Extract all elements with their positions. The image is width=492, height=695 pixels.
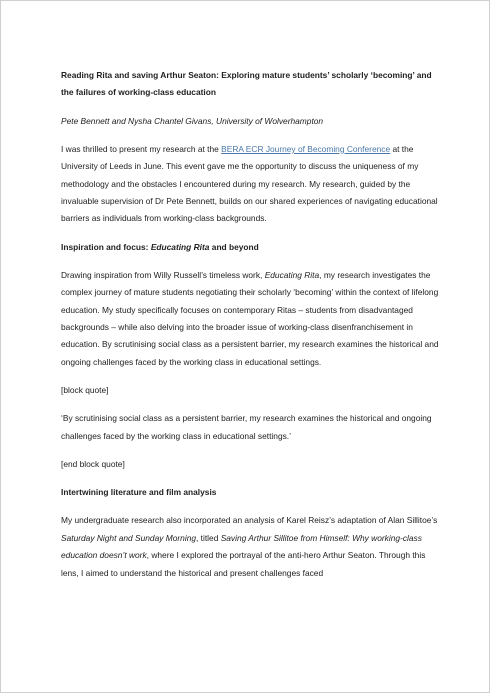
inspiration-paragraph <box>61 267 441 371</box>
heading-italic-title: Educating Rita <box>150 241 210 252</box>
heading-prefix: Inspiration and focus: <box>61 241 151 252</box>
block-quote-end-marker: [end block quote] <box>61 458 125 469</box>
para-text-2: , titled <box>196 532 221 543</box>
intro-paragraph <box>61 141 441 228</box>
para-text-1: My undergraduate research also incorporated an analysis of Karel Reisz’s adaptation of Alan Sillitoe’s <box>61 515 438 526</box>
para-italic-title: Educating Rita <box>264 269 320 280</box>
para-italic-2: Saving Arthur Sillitoe from Himself: Why working-class education doesn’t work <box>61 532 422 561</box>
para-text-3: , where I explored the portrayal of the anti-hero Arthur Seaton. Through this lens, I aimed to understand the historical and present challenges faced <box>61 550 426 578</box>
block-quote-start-marker: [block quote] <box>61 385 109 396</box>
para-italic-1: Saturday Night and Sunday Morning <box>61 532 197 543</box>
document-title: Reading Rita and saving Arthur Seaton: Exploring mature students’ scholarly ‘becoming’ and the failures of working-class education <box>61 70 432 98</box>
literature-film-paragraph <box>61 512 441 582</box>
heading-suffix: and beyond <box>209 241 259 252</box>
intro-text-after: at the University of Leeds in June. This event gave me the opportunity to discuss the uniqueness of my methodology and the obstacles I encountered during my research. My research, guided by the invaluable supervision of Dr Pete Bennett, builds on our shared experiences of navigating educational barriers as individuals from working-class backgrounds. <box>61 143 438 224</box>
block-quote: ‘By scrutinising social class as a persistent barrier, my research examines the historical and ongoing challenges faced by the working class in educational settings.’ <box>61 413 432 441</box>
section-heading-inspiration <box>61 239 441 256</box>
conference-link[interactable]: BERA ECR Journey of Becoming Conference <box>221 143 391 154</box>
intro-text-before: I was thrilled to present my research at the <box>61 143 222 154</box>
authors-line: Pete Bennett and Nysha Chantel Givans, University of Wolverhampton <box>61 115 324 126</box>
section-heading-literature-film: Intertwining literature and film analysis <box>61 487 217 498</box>
document-body <box>61 67 441 593</box>
para-text-after: , my research investigates the complex journey of mature students negotiating their scholarly ‘becoming’ within the context of lifelong education. My study specifically focuses on contemporary Ritas – students from disadvantaged backgrounds – while also delving into the broader issue of working-class disenfranchisement in education. By scrutinising social class as a persistent barrier, my research examines the historical and ongoing challenges faced by the working class in educational settings. <box>61 269 439 367</box>
para-text-before: Drawing inspiration from Willy Russell’s timeless work, <box>61 269 265 280</box>
